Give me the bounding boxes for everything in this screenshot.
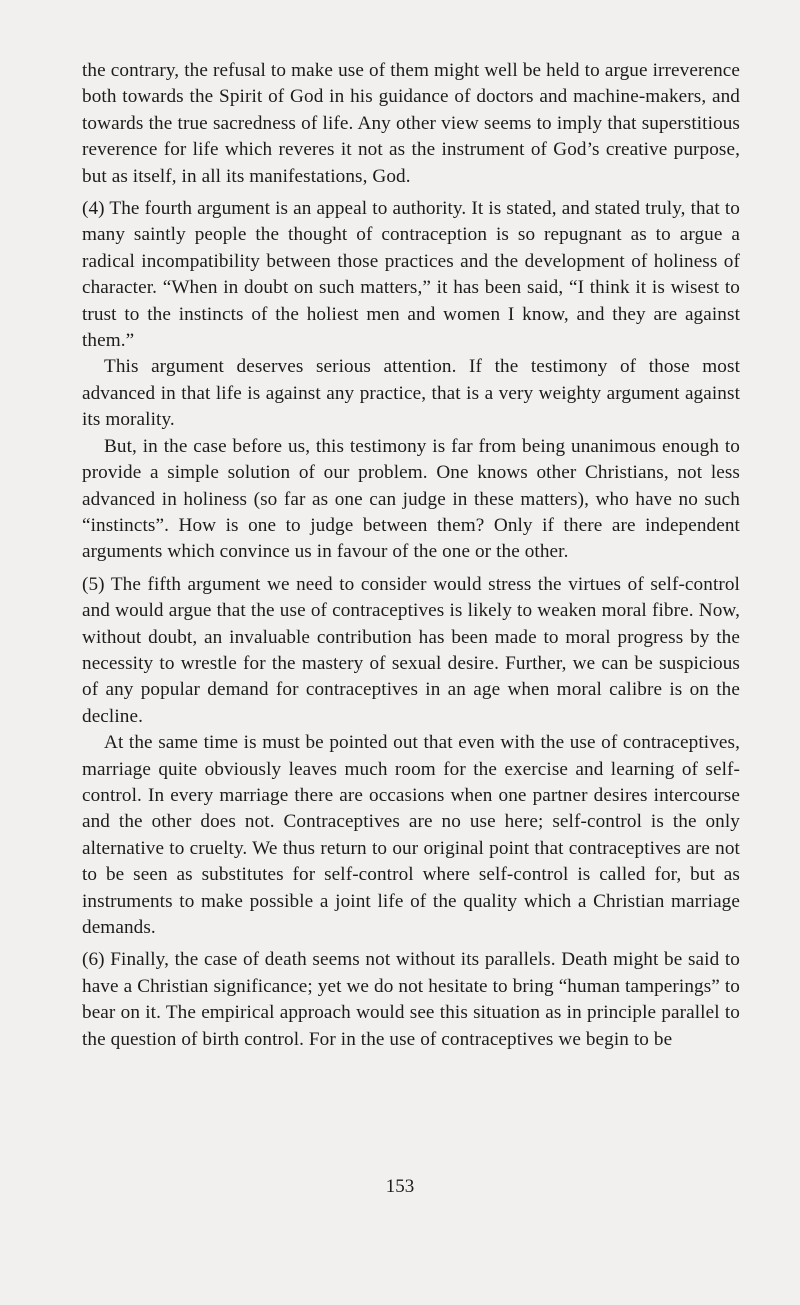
paragraph: (5) The fifth argument we need to consider would stress the virtues of self-control and would argue that the use of contraceptives is likely to weaken moral fibre. Now, without doubt, an invaluable contribution has been made to moral progress by the necessity to wrestle for the mastery of sexual desire. Further, we can be suspicious of any popular demand for contraceptives in an age when moral calibre is on the decline. — [82, 573, 740, 727]
paragraph: (6) Finally, the case of death seems not without its parallels. Death might be said to have a Christian significance; yet we do not hesitate to bring “human tamperings” to bear on it. The empirical approach would see this situation as in principle parallel to the question of birth control. For in the use of contraceptives we begin to be — [82, 949, 740, 1050]
paragraph: At the same time is must be pointed out that even with the use of contraceptives, marriage quite obviously leaves much room for the exercise and learning of self-control. In every marriage there are occasions when one partner desires intercourse and the other does not. Contraceptives are no use here; self-control is the only alternative to cruelty. We thus return to our original point that contraceptives are not to be seen as substitutes for self-control where self-control is called for, but as instruments to make possible a joint life of the quality which a Christian marriage demands. — [82, 732, 740, 938]
page-body — [82, 58, 740, 1053]
paragraph: But, in the case before us, this testimony is far from being unanimous enough to provide a simple solution of our problem. One knows other Christians, not less advanced in holiness (so far as one can judge in these matters), who have no such “instincts”. How is one to judge between them? Only if there are independent arguments which convince us in favour of the one or the other. — [82, 435, 740, 563]
page-number: 153 — [385, 1176, 415, 1197]
paragraph: the contrary, the refusal to make use of them might well be held to argue irreverence both towards the Spirit of God in his guidance of doctors and machine-makers, and towards the true sacredness of life. Any other view seems to imply that superstitious reverence for life which reveres it not as the instrument of God’s creative purpose, but as itself, in all its manifestations, God. — [82, 60, 740, 187]
paragraph: (4) The fourth argument is an appeal to authority. It is stated, and stated truly, that to many saintly people the thought of contraception is so repugnant as to argue a radical incompatibility between those practices and the development of holiness of character. “When in doubt on such matters,” it has been said, “I think it is wisest to trust to the instincts of the holiest men and women I know, and they are against them.” — [82, 198, 740, 352]
paragraph: This argument deserves serious attention. If the testimony of those most advanced in that life is against any practice, that is a very weighty argument against its morality. — [82, 356, 740, 431]
